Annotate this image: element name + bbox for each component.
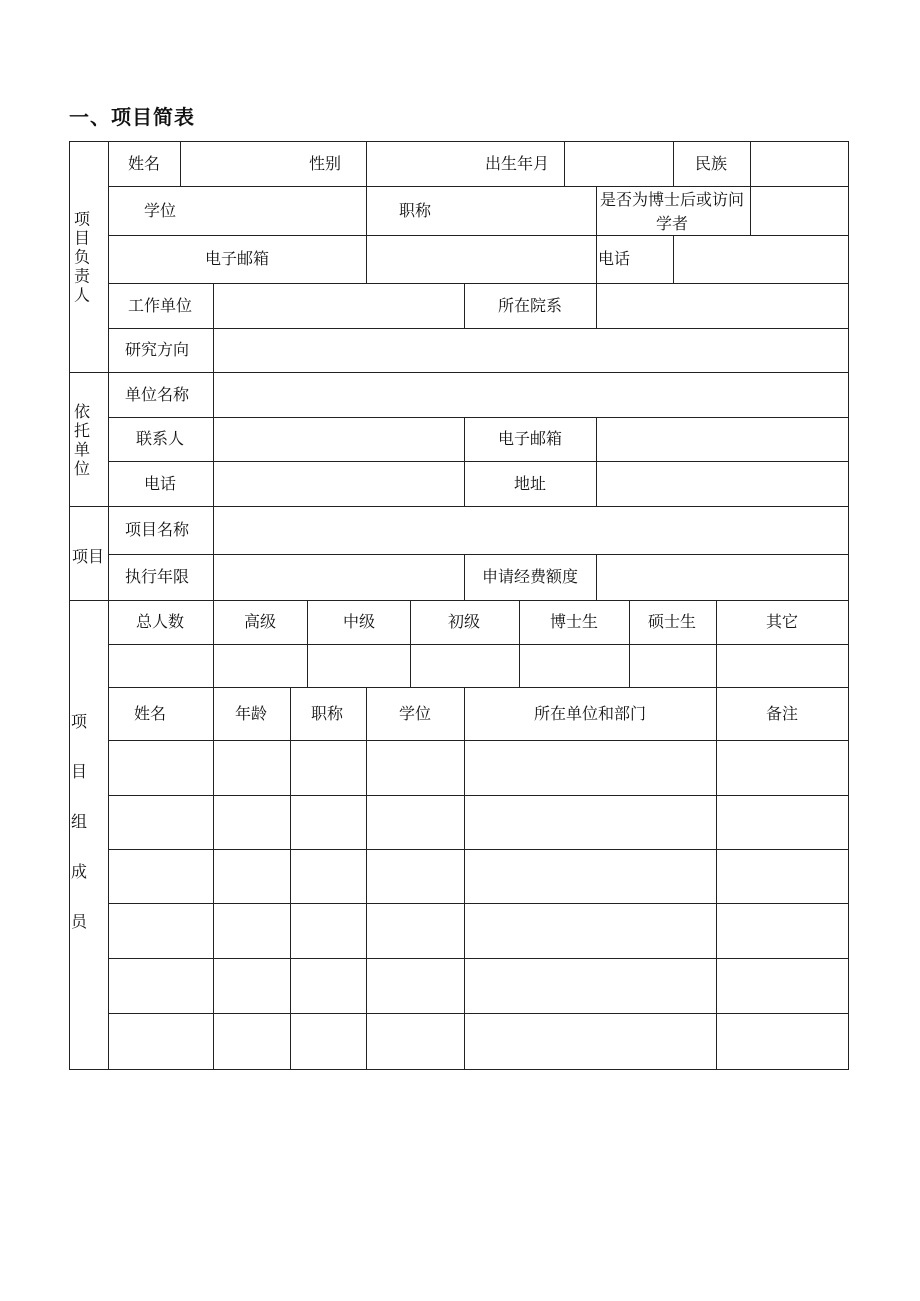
pi-research-label: 研究方向 [124,340,190,359]
host-contact-label: 联系人 [135,429,185,448]
grid-line [716,687,717,1070]
table-border [69,141,70,1070]
stats-header: 初级 [447,612,481,631]
grid-line [519,600,520,688]
grid-line [108,1013,849,1014]
pi-phone-label: 电话 [598,249,631,268]
grid-line [366,687,367,1070]
table-border [69,141,849,142]
grid-line [213,372,214,418]
grid-line [213,328,214,373]
page-heading: 一、项目简表 [69,105,195,129]
pi-ethnicity-label: 民族 [694,154,728,173]
grid-line [464,461,465,507]
member-header: 年龄 [234,704,268,723]
grid-line [464,687,465,1070]
group-label-project: 项目 [71,547,105,566]
grid-line [69,600,849,601]
member-header: 职称 [310,704,344,723]
group-label-team: 项目组成员 [71,712,88,931]
pi-email-label: 电子邮箱 [204,249,270,268]
grid-line [596,461,597,507]
pi-birth-label: 出生年月 [484,154,550,173]
stats-header: 博士生 [549,612,599,631]
grid-line [180,141,181,187]
grid-line [596,417,597,462]
stats-header: 中级 [342,612,376,631]
pi-name-label: 姓名 [127,154,161,173]
stats-header: 其它 [765,612,799,631]
project-period-label: 执行年限 [124,567,190,586]
pi-workplace-label: 工作单位 [127,296,193,315]
grid-line [108,141,109,1070]
grid-line [213,554,214,601]
member-header: 学位 [398,704,432,723]
project-funding-label: 申请经费额度 [481,567,579,586]
member-header: 备注 [765,704,799,723]
pi-gender-label: 性别 [308,154,342,173]
stats-header: 高级 [243,612,277,631]
grid-line [716,600,717,688]
grid-line [108,417,849,418]
grid-line [213,283,214,329]
grid-line [596,283,597,329]
grid-line [69,372,849,373]
grid-line [673,141,674,187]
grid-line [108,644,849,645]
grid-line [410,600,411,688]
grid-line [108,328,849,329]
pi-postdoc-label: 是否为博士后或访问学者 [599,190,744,233]
grid-line [464,417,465,462]
host-address-label: 地址 [513,474,547,493]
pi-title-label: 职称 [398,201,432,220]
grid-line [213,600,214,688]
pi-degree-label: 学位 [143,201,177,220]
grid-line [366,186,367,236]
grid-line [108,687,849,688]
stats-header: 总人数 [135,612,185,631]
grid-line [108,186,849,187]
host-unit-name-label: 单位名称 [124,385,190,404]
grid-line [596,235,597,284]
stats-header: 硕士生 [647,612,697,631]
grid-line [366,235,367,284]
grid-line [564,141,565,187]
grid-line [750,186,751,236]
table-border [69,1069,849,1070]
grid-line [108,740,849,741]
grid-line [213,687,214,1070]
group-label-host: 依托单位 [74,402,91,478]
grid-line [108,849,849,850]
grid-line [629,600,630,688]
grid-line [108,554,849,555]
grid-line [108,461,849,462]
grid-line [69,506,849,507]
pi-department-label: 所在院系 [497,296,563,315]
grid-line [108,283,849,284]
grid-line [213,417,214,462]
project-name-label: 项目名称 [124,520,190,539]
grid-line [213,506,214,555]
grid-line [108,795,849,796]
grid-line [464,554,465,601]
grid-line [673,235,674,284]
grid-line [464,283,465,329]
grid-line [108,903,849,904]
grid-line [213,461,214,507]
grid-line [108,958,849,959]
grid-line [290,687,291,1070]
grid-line [307,600,308,688]
group-label-pi: 项目负责人 [74,209,91,305]
member-header: 姓名 [133,704,167,723]
host-email-label: 电子邮箱 [497,429,563,448]
grid-line [750,141,751,187]
table-border [848,141,849,1070]
grid-line [366,141,367,187]
grid-line [596,554,597,601]
host-phone-label: 电话 [143,474,177,493]
member-header: 所在单位和部门 [533,704,647,723]
